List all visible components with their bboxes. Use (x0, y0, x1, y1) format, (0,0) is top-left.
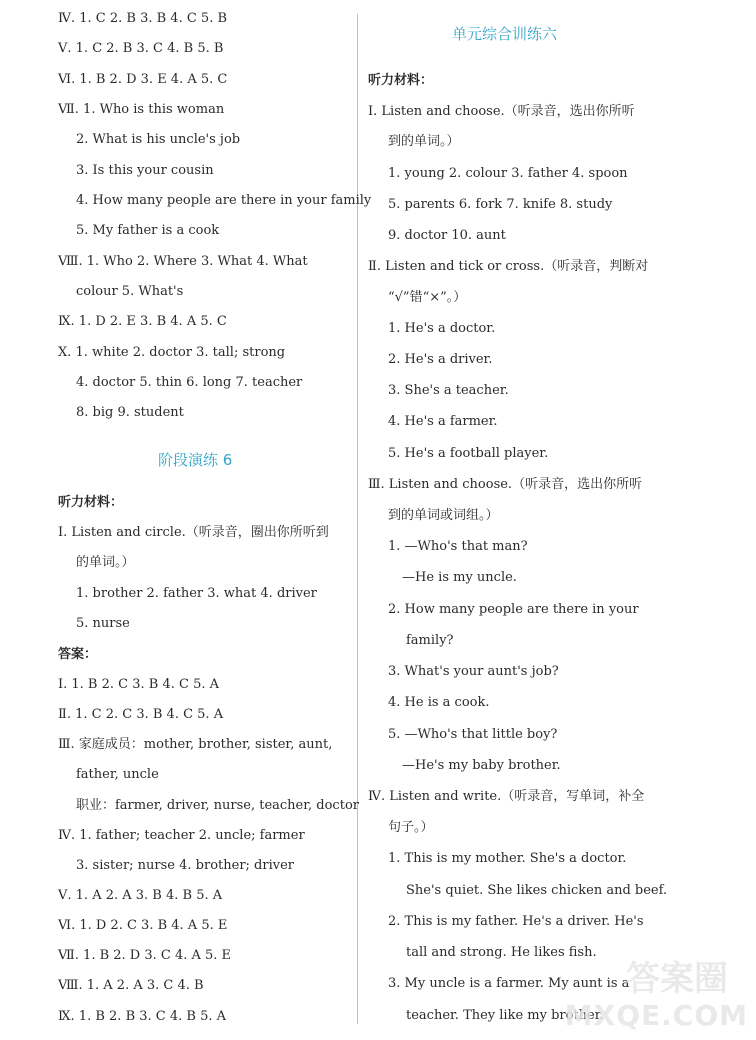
answer-line: Ⅶ. 1. B 2. D 3. C 4. A 5. E (58, 948, 232, 963)
listening-line: Ⅲ. Listen and choose.（听录音，选出你所听 (368, 477, 643, 492)
listening-line: family? (406, 633, 454, 648)
listening-line: Ⅰ. Listen and circle.（听录音，圈出你所听到 (58, 525, 329, 540)
listening-line: 5. He's a football player. (388, 446, 549, 461)
listening-line: Ⅱ. Listen and tick or cross.（听录音，判断对 (368, 259, 649, 274)
answer-line: Ⅳ. 1. father; teacher 2. uncle; farmer (58, 828, 305, 843)
listening-line: Ⅰ. Listen and choose.（听录音，选出你所听 (368, 104, 635, 119)
answer-row-7-item: 2. What is his uncle's job (76, 132, 241, 147)
listening-line: 2. He's a driver. (388, 352, 493, 367)
listening-line: 3. She's a teacher. (388, 383, 509, 398)
listening-line: —He's my baby brother. (402, 758, 561, 773)
answers-label: 答案： (58, 647, 98, 662)
answer-row-7: Ⅶ. 1. Who is this woman (58, 102, 225, 117)
listening-line: 4. He is a cook. (388, 695, 490, 710)
answer-line: father, uncle (76, 767, 159, 782)
listening-line: —He is my uncle. (402, 570, 517, 585)
section-title-unit-6: 单元综合训练六 (452, 25, 558, 43)
answer-row-8: Ⅷ. 1. Who 2. Where 3. What 4. What (58, 254, 308, 269)
listening-line: 到的单词。） (388, 134, 460, 149)
listening-label: 听力材料： (368, 73, 434, 88)
listening-line: 9. doctor 10. aunt (388, 228, 506, 243)
answer-line: Ⅱ. 1. C 2. C 3. B 4. C 5. A (58, 707, 224, 722)
answer-row-8-cont: colour 5. What's (76, 284, 184, 299)
answer-line: Ⅵ. 1. D 2. C 3. B 4. A 5. E (58, 918, 228, 933)
answer-line: 3. sister; nurse 4. brother; driver (76, 858, 294, 873)
watermark-logo: 答案圈 (626, 959, 728, 999)
listening-line: teacher. They like my brother. (406, 1008, 604, 1023)
answer-row-9: Ⅸ. 1. D 2. E 3. B 4. A 5. C (58, 314, 227, 329)
listening-line: She's quiet. She likes chicken and beef. (406, 883, 668, 898)
listening-line: 4. He's a farmer. (388, 414, 498, 429)
listening-line: 1. brother 2. father 3. what 4. driver (76, 586, 317, 601)
listening-label: 听力材料： (58, 495, 124, 510)
listening-line: 到的单词或词组。） (388, 508, 499, 523)
answer-line: 职业：farmer, driver, nurse, teacher, doctor (76, 798, 359, 813)
column-divider (357, 14, 358, 1024)
answer-line: Ⅲ. 家庭成员：mother, brother, sister, aunt, (58, 737, 333, 752)
listening-line: 3. My uncle is a farmer. My aunt is a (388, 976, 630, 991)
listening-line: tall and strong. He likes fish. (406, 945, 597, 960)
answer-line: Ⅴ. 1. A 2. A 3. B 4. B 5. A (58, 888, 223, 903)
watermark-url: MXQE.COM (564, 999, 748, 1032)
answer-row-7-item: 5. My father is a cook (76, 223, 220, 238)
section-title-stage-6: 阶段演练 6 (158, 451, 233, 469)
listening-line: 3. What's your aunt's job? (388, 664, 559, 679)
listening-line: 2. How many people are there in your (388, 602, 639, 617)
answer-row-4: Ⅳ. 1. C 2. B 3. B 4. C 5. B (58, 11, 228, 26)
listening-line: 5. parents 6. fork 7. knife 8. study (388, 197, 613, 212)
listening-line: 1. young 2. colour 3. father 4. spoon (388, 166, 628, 181)
answer-line: Ⅰ. 1. B 2. C 3. B 4. C 5. A (58, 677, 219, 692)
answer-line: Ⅷ. 1. A 2. A 3. C 4. B (58, 978, 204, 993)
answer-row-6: Ⅵ. 1. B 2. D 3. E 4. A 5. C (58, 72, 228, 87)
answer-row-10-cont: 8. big 9. student (76, 405, 184, 420)
answer-row-10-cont: 4. doctor 5. thin 6. long 7. teacher (76, 375, 303, 390)
listening-line: 5. nurse (76, 616, 130, 631)
listening-line: 的单词。） (76, 555, 135, 570)
answer-row-5: Ⅴ. 1. C 2. B 3. C 4. B 5. B (58, 41, 224, 56)
answer-row-7-item: 4. How many people are there in your family (76, 193, 372, 208)
listening-line: 1. He's a doctor. (388, 321, 496, 336)
answer-row-7-item: 3. Is this your cousin (76, 163, 214, 178)
listening-line: “√”错“×”。） (388, 290, 467, 305)
listening-line: 2. This is my father. He's a driver. He's (388, 914, 644, 929)
answer-row-10: Ⅹ. 1. white 2. doctor 3. tall; strong (58, 345, 286, 360)
listening-line: 1. This is my mother. She's a doctor. (388, 851, 627, 866)
answer-line: Ⅸ. 1. B 2. B 3. C 4. B 5. A (58, 1009, 227, 1024)
listening-line: 5. —Who's that little boy? (388, 727, 558, 742)
listening-line: 句子。） (388, 820, 434, 835)
listening-line: Ⅳ. Listen and write.（听录音，写单词，补全 (368, 789, 645, 804)
listening-line: 1. —Who's that man? (388, 539, 528, 554)
